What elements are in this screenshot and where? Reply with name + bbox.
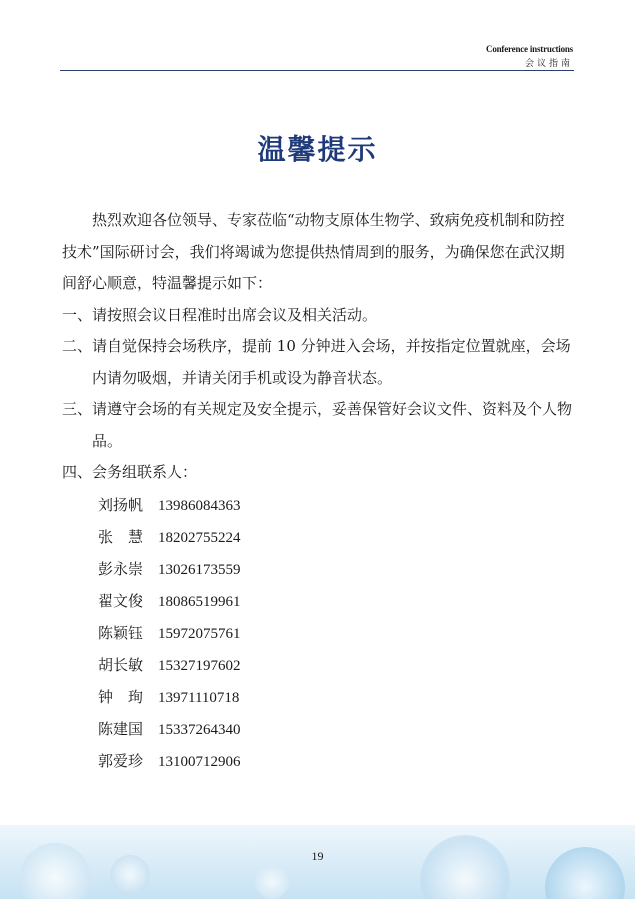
notice-item-1: 一、请按照会议日程准时出席会议及相关活动。 — [62, 305, 378, 324]
contact-name: 刘扬帆 — [98, 495, 144, 514]
contact-row — [98, 681, 578, 713]
notice-item-2: 二、请自觉保持会场秩序，提前 10 分钟进入会场，并按指定位置就座，会场内请勿吸烟，并请关闭手机或设为静音状态。 — [62, 337, 571, 387]
contact-phone: 13971110718 — [158, 689, 240, 706]
page-title: 温馨提示 — [257, 133, 378, 166]
contact-phone: 13026173559 — [158, 561, 241, 578]
contact-row — [98, 745, 578, 777]
footer-bubble — [255, 865, 289, 899]
page-number: 19 — [311, 849, 324, 863]
contact-name: 胡长敏 — [98, 655, 144, 674]
contact-row — [98, 617, 578, 649]
contact-row — [98, 713, 578, 745]
footer-bubble — [420, 835, 510, 899]
contact-name: 钟 珣 — [98, 687, 144, 706]
intro-paragraph: 热烈欢迎各位领导、专家莅临“动物支原体生物学、致病免疫机制和防控技术”国际研讨会，我们将竭诚为您提供热情周到的服务，为确保您在武汉期间舒心顺意，特温馨提示如下： — [62, 211, 565, 292]
contact-phone: 18086519961 — [158, 593, 241, 610]
contact-phone: 15337264340 — [158, 721, 241, 738]
contact-row — [98, 521, 578, 553]
contact-row — [98, 489, 578, 521]
contact-name: 陈建国 — [98, 719, 144, 738]
header-rule — [60, 70, 574, 71]
contact-name: 彭永崇 — [98, 559, 144, 578]
contact-list — [62, 489, 578, 777]
contact-phone: 15972075761 — [158, 625, 241, 642]
contact-row — [98, 553, 578, 585]
contact-row — [98, 585, 578, 617]
contact-name: 郭爱珍 — [98, 751, 144, 770]
contact-phone: 18202755224 — [158, 529, 241, 546]
header-chinese: 会议指南 — [524, 59, 573, 69]
contact-phone: 13100712906 — [158, 753, 241, 770]
contact-name: 翟文俊 — [98, 591, 144, 610]
contact-row — [98, 649, 578, 681]
notice-item-3: 三、请遵守会场的有关规定及安全提示，妥善保管好会议文件、资料及个人物品。 — [62, 400, 573, 450]
contact-phone: 13986084363 — [158, 497, 241, 514]
header-english: Conference instructions — [486, 44, 573, 54]
contact-phone: 15327197602 — [158, 657, 241, 674]
contact-name: 陈颖钰 — [98, 623, 144, 642]
notice-body — [62, 205, 578, 777]
contact-name: 张 慧 — [98, 527, 144, 546]
notice-item-4: 四、会务组联系人： — [62, 463, 198, 481]
